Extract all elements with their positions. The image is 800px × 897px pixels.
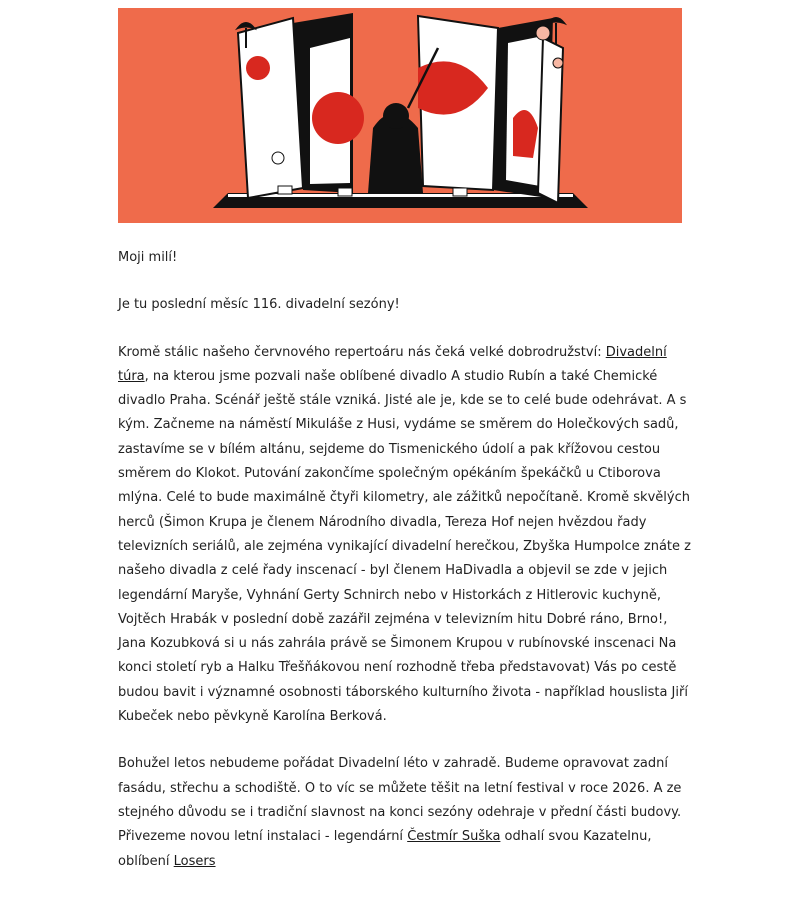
divadelni-tura-link[interactable]: Divadelní túra: [118, 344, 667, 384]
paragraph-tour-text-1: Kromě stálic našeho červnového repertoáru nás čeká velké dobrodružství:: [118, 344, 606, 360]
paragraph-summer-text-1: Bohužel letos nebudeme pořádat Divadelní léto v zahradě. Budeme opravovat zadní fasádu, střechu a schodiště. O to víc se můžete těšit na letní festival v roce 2026. A ze stejného důvodu se i tradiční slavnost na konci sezóny odehraje v přední části budovy. Přivezeme novou letní instalaci - legendární: [118, 756, 682, 845]
paragraph-summer-text-2: odhalí svou Kazatelnu, oblíbení: [118, 829, 652, 869]
paragraph-tour-text-2: , na kterou jsme pozvali naše oblíbené divadlo A studio Rubín a také Chemické divadlo Praha. Scénář ještě stále vzniká. Jisté ale je, kde se to celé bude odehrávat. A s kým. Začneme na náměstí Mikuláše z Husi, vydáme se směrem do Holečkových sadů, zastavíme se v bílém altánu, sejdeme do Tismenického údolí a pak křížovou cestou směrem do Klokot. Putování zakončíme společným opékáním špekáčků u Ctiborova mlýna. Celé to bude maximálně čtyři kilometry, ale zážitků nepočítaně. Kromě skvělých herců (Šimon Krupa je členem Národního divadla, Tereza Hof nejen hvězdou řady televizních seriálů, ale zejména vynikající divadelní herečkou, Zbyška Humpolce znáte z našeho divadla z celé řady inscenací - byl členem HaDivadla a objevil se zde v jejich legendární Maryše, Vyhnání Gerty Schnirch nebo v Historkách z Hitlerovic kuchyně, Vojtěch Hrabák v poslední době zazářil zejména v televizním hitu Dobré ráno, Brno!, Jana Kozubková si u nás zahrála právě se Šimonem Krupou v rubínovské inscenaci Na konci století ryb a Halku Třešňákovou není rozhodně třeba představovat) Vás po cestě budou bavit i významné osobnosti táborského kulturního života - například houslista Jiří Kubeček nebo pěvkyně Karolína Berková.: [118, 368, 691, 725]
hero-illustration: [118, 8, 682, 223]
theatre-illustration: [118, 8, 682, 223]
letter-body: [118, 246, 696, 897]
paragraph-summer: [118, 752, 696, 873]
intro-paragraph: Je tu poslední měsíc 116. divadelní sezóny!: [118, 297, 400, 313]
greeting: Moji milí!: [118, 250, 178, 265]
losers-link[interactable]: Losers: [173, 853, 216, 869]
cestmir-suska-link[interactable]: Čestmír Suška: [407, 829, 501, 845]
paragraph-tour: [118, 341, 696, 730]
